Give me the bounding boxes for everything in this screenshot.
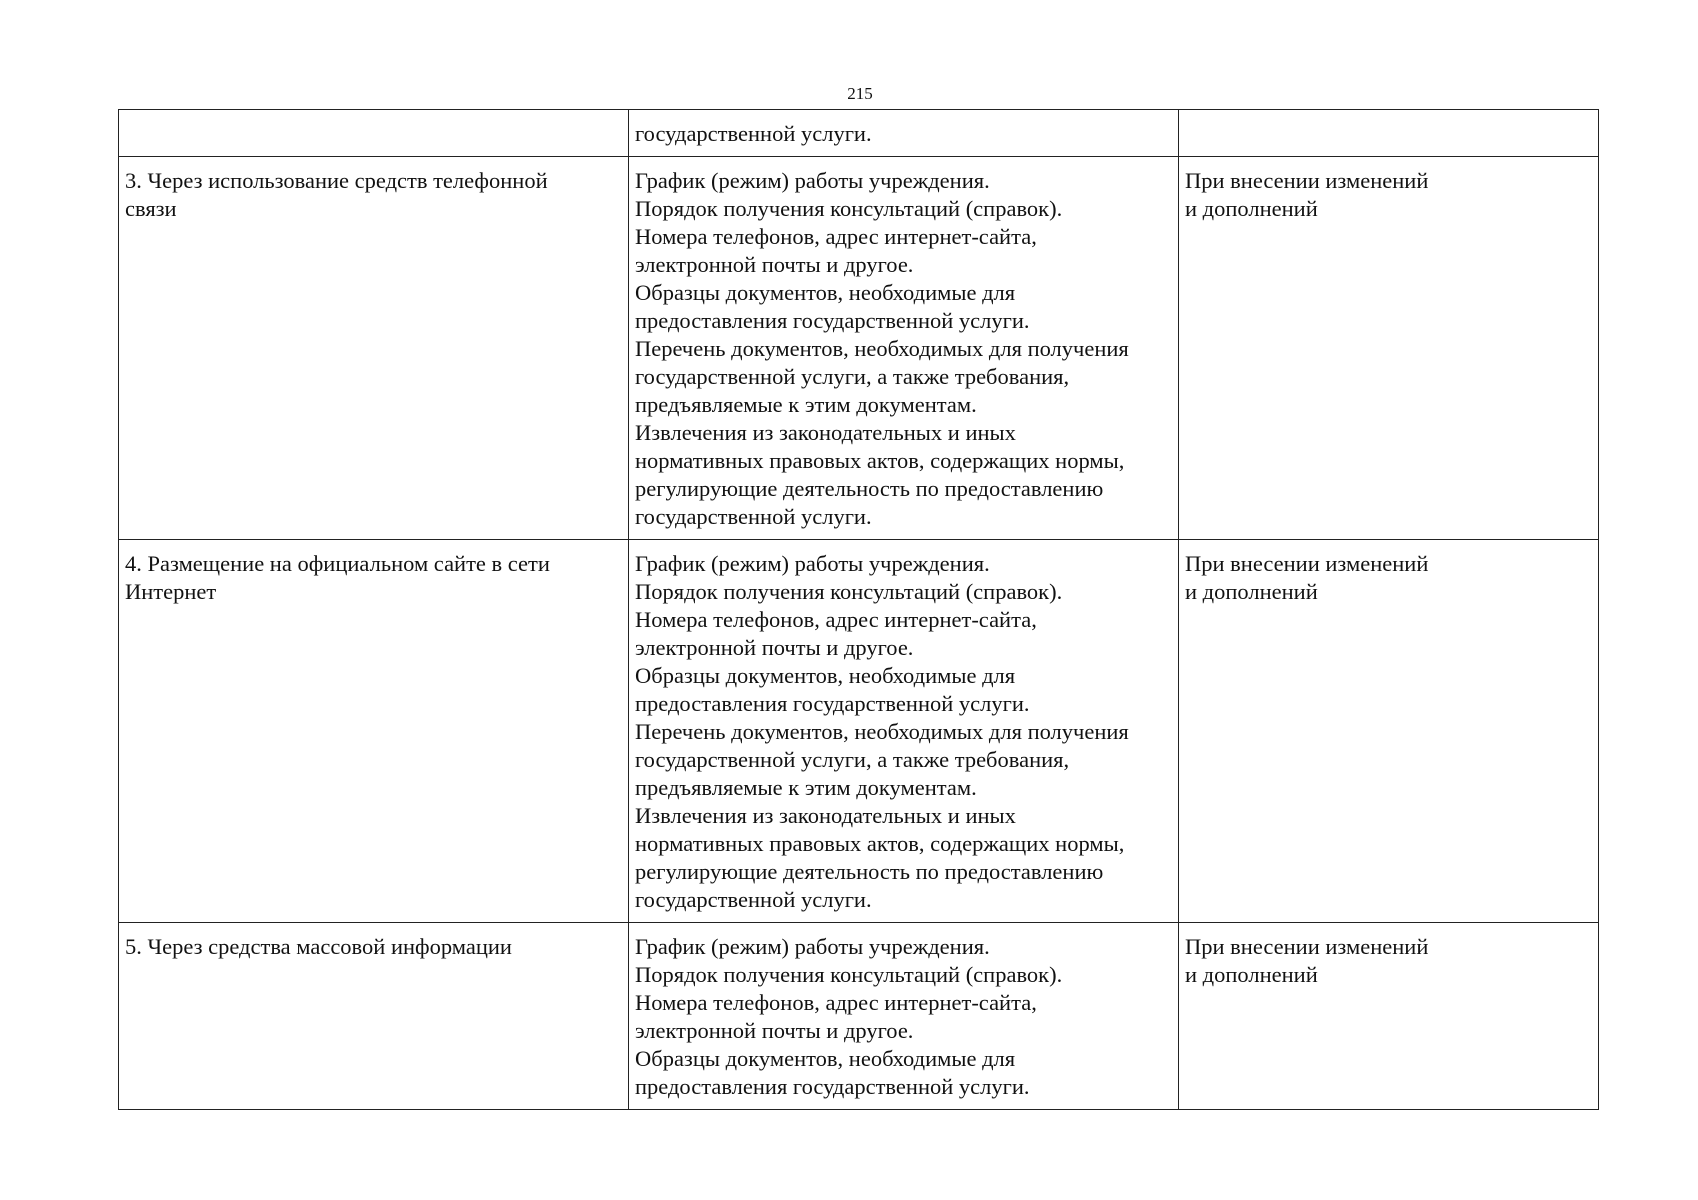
content-cell — [629, 157, 1179, 540]
content-line: Порядок получения консультаций (справок). — [635, 579, 1063, 604]
content-line: Образцы документов, необходимые для — [635, 1046, 1016, 1071]
content-line: государственной услуги. — [635, 121, 872, 146]
method-cell — [119, 110, 629, 157]
content-line: электронной почты и другое. — [635, 1018, 914, 1043]
content-line: Номера телефонов, адрес интернет-сайта, — [635, 607, 1037, 632]
content-line: График (режим) работы учреждения. — [635, 168, 990, 193]
content-line: предоставления государственной услуги. — [635, 308, 1030, 333]
content-line: нормативных правовых актов, содержащих нормы, — [635, 831, 1125, 856]
content-line: Порядок получения консультаций (справок). — [635, 196, 1063, 221]
frequency-line: При внесении изменений — [1185, 934, 1429, 959]
method-cell — [119, 540, 629, 923]
content-line: Извлечения из законодательных и иных — [635, 420, 1016, 445]
content-line: электронной почты и другое. — [635, 635, 914, 660]
content-line: регулирующие деятельность по предоставлению — [635, 859, 1104, 884]
table-row — [119, 157, 1599, 540]
content-line: предоставления государственной услуги. — [635, 1074, 1030, 1099]
frequency-cell — [1179, 157, 1599, 540]
content-line: государственной услуги, а также требования, — [635, 747, 1070, 772]
content-line: Образцы документов, необходимые для — [635, 280, 1016, 305]
content-line: государственной услуги. — [635, 504, 872, 529]
frequency-cell — [1179, 923, 1599, 1110]
content-line: График (режим) работы учреждения. — [635, 934, 990, 959]
frequency-line: и дополнений — [1185, 962, 1318, 987]
content-line: График (режим) работы учреждения. — [635, 551, 990, 576]
method-line: 5. Через средства массовой информации — [125, 934, 512, 959]
content-line: Номера телефонов, адрес интернет-сайта, — [635, 990, 1037, 1015]
table-row — [119, 540, 1599, 923]
content-line: нормативных правовых актов, содержащих нормы, — [635, 448, 1125, 473]
page-number: 215 — [847, 84, 873, 103]
content-line: Перечень документов, необходимых для получения — [635, 336, 1129, 361]
content-line: Перечень документов, необходимых для получения — [635, 719, 1129, 744]
content-line: Номера телефонов, адрес интернет-сайта, — [635, 224, 1037, 249]
frequency-line: и дополнений — [1185, 196, 1318, 221]
method-line: Интернет — [125, 579, 217, 604]
content-line: регулирующие деятельность по предоставлению — [635, 476, 1104, 501]
content-line: предоставления государственной услуги. — [635, 691, 1030, 716]
content-line: электронной почты и другое. — [635, 252, 914, 277]
information-methods-table — [118, 109, 1599, 1110]
method-line: 4. Размещение на официальном сайте в сети — [125, 551, 550, 576]
method-cell — [119, 157, 629, 540]
frequency-cell — [1179, 540, 1599, 923]
method-cell — [119, 923, 629, 1110]
table-row-continuation — [119, 110, 1599, 157]
method-line: связи — [125, 196, 177, 221]
content-line: Образцы документов, необходимые для — [635, 663, 1016, 688]
table-row — [119, 923, 1599, 1110]
content-line: предъявляемые к этим документам. — [635, 775, 977, 800]
content-line: предъявляемые к этим документам. — [635, 392, 977, 417]
content-line: государственной услуги. — [635, 887, 872, 912]
frequency-line: При внесении изменений — [1185, 551, 1429, 576]
frequency-line: При внесении изменений — [1185, 168, 1429, 193]
content-line: государственной услуги, а также требования, — [635, 364, 1070, 389]
content-line: Порядок получения консультаций (справок). — [635, 962, 1063, 987]
content-line: Извлечения из законодательных и иных — [635, 803, 1016, 828]
frequency-line: и дополнений — [1185, 579, 1318, 604]
content-cell — [629, 540, 1179, 923]
method-line: 3. Через использование средств телефонной — [125, 168, 548, 193]
frequency-cell — [1179, 110, 1599, 157]
content-cell — [629, 110, 1179, 157]
content-cell — [629, 923, 1179, 1110]
